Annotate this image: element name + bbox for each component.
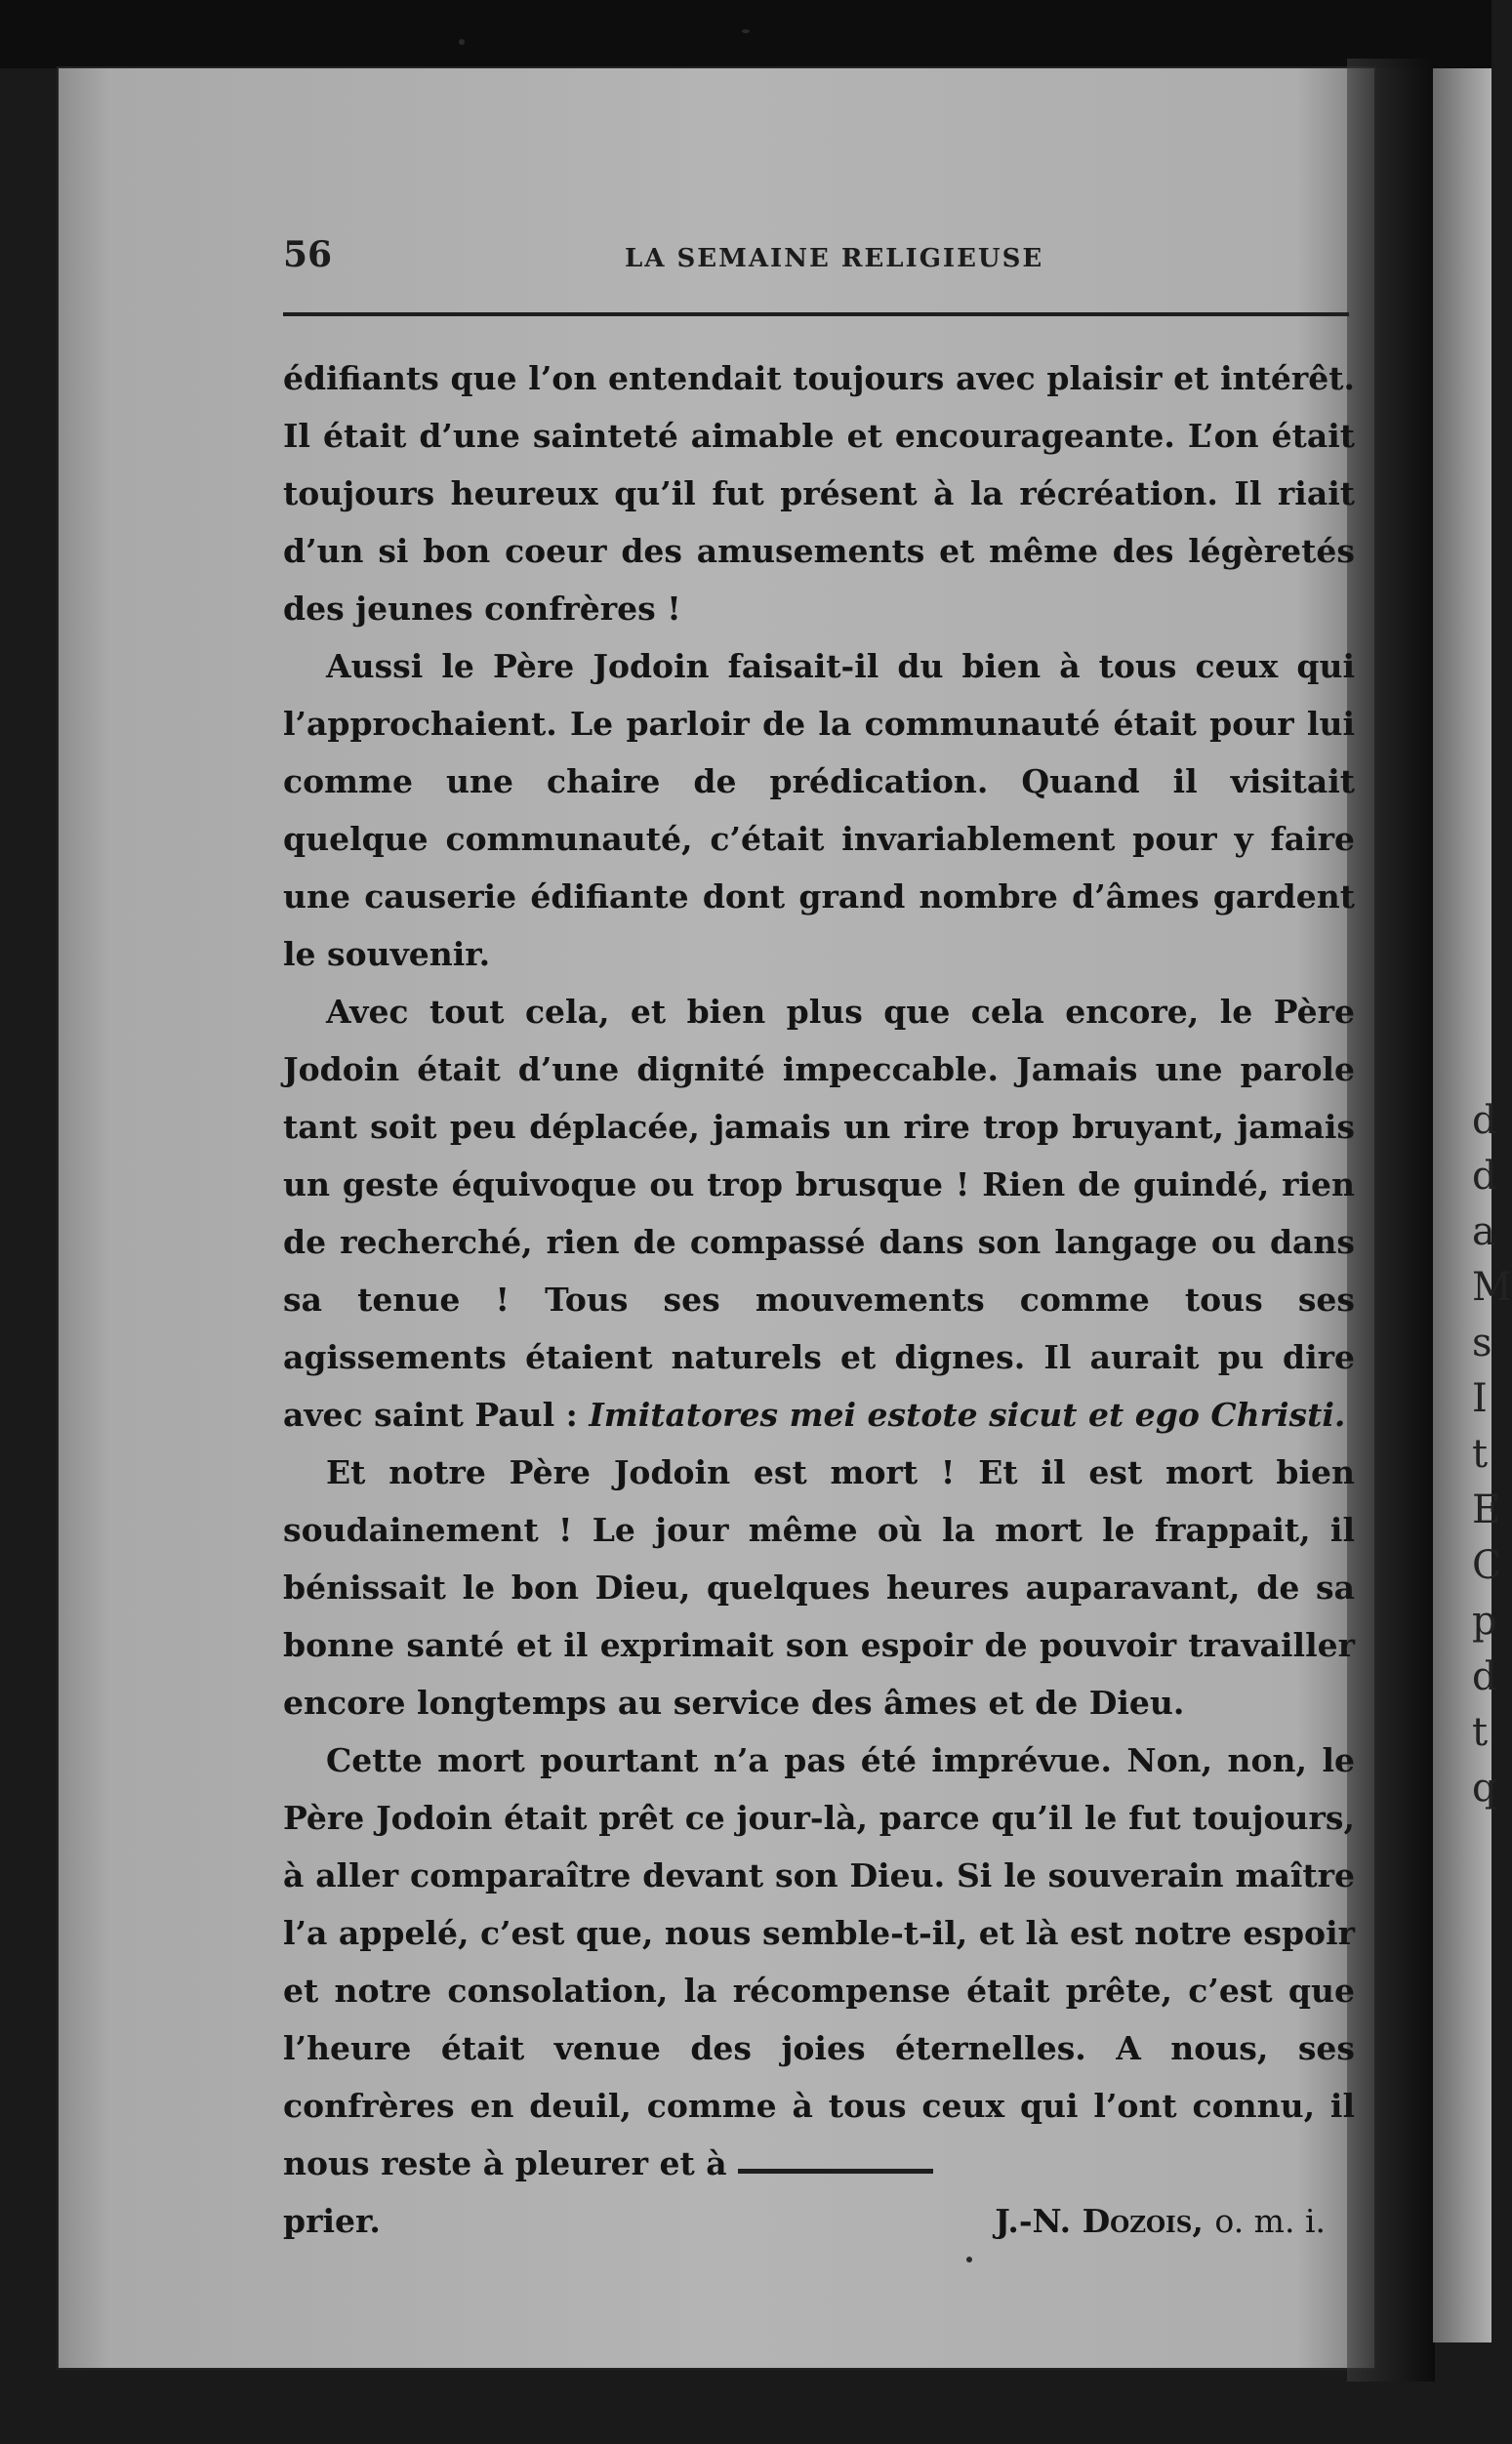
paragraph-4: Et notre Père Jodoin est mort ! Et il est mort bien soudainement ! Le jour même où la mort le frappait, il bénissait le bon Dieu, quelques heures auparavant, de sa bonne santé et il exprimait son espoir de pouvoir travailler encore longtemps au service des âmes et de Dieu. <box>283 1453 1355 1722</box>
paragraph-3 <box>283 983 1355 1444</box>
adjacent-letter: t <box>1472 1432 1489 1477</box>
film-border-top <box>0 0 1492 68</box>
adjacent-letter: p <box>1472 1599 1497 1644</box>
latin-quotation: Imitatores mei estote sicut et ego Christi. <box>589 1396 1346 1434</box>
adjacent-letter: C <box>1472 1543 1502 1588</box>
author-signature <box>995 2192 1326 2250</box>
author-name: J.-N. Dozois, <box>995 2202 1204 2240</box>
adjacent-letter: a <box>1472 1209 1495 1254</box>
paragraph-3-text: Avec tout cela, et bien plus que cela encore, le Père Jodoin était d’une dignité impeccable. Jamais une parole tant soit peu déplacée, jamais un rire trop bruyant, jamais un geste équivoque ou trop brusque ! Rien de guindé, rien de recherché, rien de compassé dans son langage ou dans sa tenue ! Tous ses mouvements comme tous ses agissements étaient naturels et dignes. Il aurait pu dire avec saint Paul : <box>283 993 1355 1434</box>
author-order: o. m. i. <box>1214 2202 1326 2240</box>
adjacent-letter: I <box>1472 1376 1488 1421</box>
adjacent-letter: d <box>1472 1654 1497 1699</box>
end-rule <box>738 2169 933 2174</box>
paragraph-2: Aussi le Père Jodoin faisait-il du bien à tous ceux qui l’approchaient. Le parloir de la communauté était pour lui comme une chaire de prédication. Quand il visitait quelque communauté, c’était invariablement pour y faire une causerie édifiante dont grand nombre d’âmes gardent le souvenir. <box>283 647 1355 973</box>
page-gutter-shadow <box>1347 59 1435 2382</box>
closing-word: prier. <box>283 2202 381 2240</box>
adjacent-letter: s <box>1472 1321 1492 1365</box>
adjacent-letter: q <box>1472 1766 1497 1811</box>
adjacent-page-letters <box>1472 1093 1512 1816</box>
running-head: LA SEMAINE RELIGIEUSE <box>625 244 1044 273</box>
scan-speck <box>742 29 750 33</box>
adjacent-letter: M <box>1472 1265 1512 1310</box>
adjacent-letter: E <box>1472 1487 1501 1532</box>
page-number: 56 <box>283 234 333 275</box>
adjacent-letter: d <box>1472 1098 1497 1143</box>
scan-speck <box>459 39 465 45</box>
adjacent-letter: d <box>1472 1154 1497 1199</box>
page-header <box>283 234 1357 293</box>
paragraph-1: édifiants que l’on entendait toujours avec plaisir et intérêt. Il était d’une sainteté aimable et encourageante. L’on était toujours heureux qu’il fut présent à la récréation. Il riait d’un si bon coeur des amusements et même des légèretés des jeunes confrères ! <box>283 359 1355 628</box>
article-body <box>283 349 1355 2250</box>
closing-line <box>283 2192 1355 2250</box>
paragraph-5: Cette mort pourtant n’a pas été imprévue. Non, non, le Père Jodoin était prêt ce jour-là, parce qu’il le fut toujours, à aller comparaître devant son Dieu. Si le souverain maître l’a appelé, c’est que, nous semble-t-il, et là est notre espoir et notre consolation, la récompense était prête, c’est que l’heure était venue des joies éternelles. A nous, ses confrères en deuil, comme à tous ceux qui l’ont connu, il nous reste à pleurer et à <box>283 1741 1355 2182</box>
header-rule <box>283 312 1349 316</box>
scan-speck <box>966 2257 972 2262</box>
adjacent-letter: t <box>1472 1710 1489 1755</box>
